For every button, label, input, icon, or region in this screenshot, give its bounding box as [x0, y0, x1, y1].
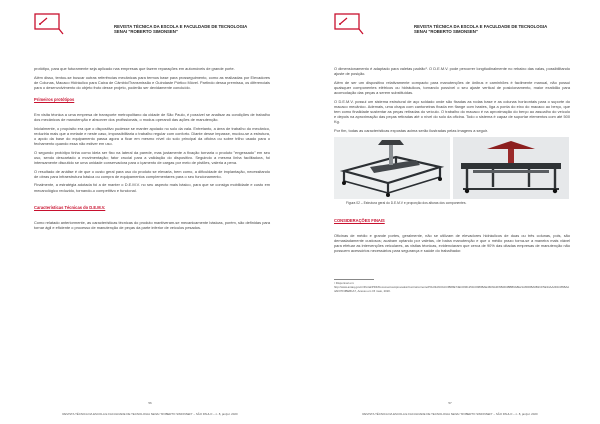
page-footer: REVISTA TÉCNICA DA ESCOLA E FACULDADE DE TECNOLOGIA SENAI "ROBERTO SIMONSEN" – SÃO PAULO – n. 8, jan/jul. 2020: [362, 412, 538, 416]
footnote-rule: [334, 279, 374, 280]
journal-header: [114, 24, 247, 34]
section-heading-consideracoes: CONSIDERAÇÕES FINAIS: [334, 217, 385, 223]
paragraph: Inicialmente, o propósito era que o dispositivo pudesse se manter apoiado no solo da vala. Entretanto, a área de trabalho do mecânico, reduziria mais que a metade e neste caso, impossibilitaria o trabalho regular com conforto. Diante desse impasse, mudou-se a estrutura, o apoio da base do equipamento passa agora a ficar em mesmo nível do solo principal da oficina ou sobre trilho usado para o fechamento quando essa não estiver em uso.: [34, 125, 270, 147]
paragraph: Além disso, tentou-se buscar outras referências mecânicas para termos base para prosseguimento, como as realizadas por Elevadores de Colunas, Macaco Hidráulico para Caixa de Câmbio/Transmissão e Guindaste Pórtico Móvel. Partindo dessa premissa, os diferenciais para o desenvolvimento do objeto fruto desse projeto, poderão ser devidamente concluído.: [34, 74, 270, 90]
right-page: [300, 0, 600, 424]
footnote-label: ¹ Disponível em:: [334, 281, 355, 286]
section-heading-primeiros-prototipos: Primeiros protótipos: [34, 96, 75, 102]
paragraph: Em visita técnica a uma empresa de transporte metropolitano da cidade de São Paulo, é possível se analisar as condições de trabalho dos mecânicos de manutenção e absorver dos profissionais, o modus operandi das ações de manutenção.: [34, 112, 270, 123]
paragraph: O dimensionamento é adaptado para valetas padrão¹. O D.E.M.V. pode percorrer longitudinalmente no rebaixo das valas, possibilitando ajuste de posição.: [334, 66, 570, 77]
page-footer: REVISTA TÉCNICA DA ESCOLA E FACULDADE DE TECNOLOGIA SENAI "ROBERTO SIMONSEN" – SÃO PAULO – n. 8, jan/jul. 2020: [62, 412, 238, 416]
right-page-content: [334, 66, 570, 293]
journal-header-line1: REVISTA TÉCNICA DA ESCOLA E FACULDADE DE TECNOLOGIA: [414, 24, 548, 29]
paragraph: Oficinas de médio e grande portes, geralmente, não se utilizam de elevadores hidráulicos de duas ou três colunas, pois, são demasiadamente custosos; acabam optando por valetas, de baixa manutenção e que o médio prazo torna-se a maneira mais viável para efetuar as intervenções veiculares, as visitas técnicas, evidenciaram que cerca de 90% das citadas empresas de manutenção não possuem acessórios necessários para segurança e saúde do trabalhador.: [334, 233, 570, 254]
senai-logo-icon: [334, 13, 364, 35]
figure-caption: Figura 02 – Estrutura geral do D.E.M.V e proporção dos alturas dos componentes.: [346, 200, 467, 205]
paragraph: Como relatado anteriormente, as características técnicas do produto mantiveram-se mecanicamente básicas, porém, são definidas para tornar ágil e eficiente o processo de manutenção de peças da parte inferior de veículos pesados.: [34, 219, 270, 230]
journal-header-line2: SENAI "ROBERTO SIMONSEN": [114, 29, 178, 35]
section-heading-caracteristicas: Características Técnicas do D.E.M.V.: [34, 204, 106, 210]
page-number: 57: [448, 401, 452, 405]
paragraph: protótipo, para que futuramente seja aplicado nas empresas que fazem reparações em automóveis de grande porte.: [34, 66, 235, 71]
paragraph: Além de ser um dispositivo relativamente compacto para manutenções de ônibus e caminhões é facilmente manual, não possui quaisquer componentes elétricos ou hidráulicos, tornando possível o seu ajuste vertical de posicionamento, maior exatidão para acomodação das peças a serem substituídas.: [334, 79, 570, 95]
page-number: 56: [148, 401, 152, 405]
left-page-content: [34, 66, 270, 234]
demv-figure: [334, 137, 570, 199]
journal-header: [414, 24, 547, 34]
senai-logo-icon: [34, 13, 64, 35]
demv-frame-render: [334, 137, 450, 199]
demv-side-render: [453, 137, 569, 199]
paragraph: O segundo protótipo tinha como ideia ser fixo na lateral da parede, mas justamente a fixação tornaria o produto "engessado" em seu uso, sendo descartado a movimentação; fator crucial para a validação do dispositivo. Seguindo a mesma linha facilitadora, foi intensamente discutido se uma unidade conservadora para o içamento de cargas por meio de pistões, valeria a pena.: [34, 149, 270, 165]
paragraph: Finalmente, a estratégia adotada foi a de manter o D.E.M.V. no seu aspecto mais básico, para que se consiga mobilidade e custo em mecanológico reduzido, tornando-o competitivo e funcional.: [34, 182, 270, 193]
paragraph: Por fim, todas as características expostas acima serão ilustradas pelas imagens a seguir.: [334, 127, 488, 133]
footnote-url[interactable]: http://www.antaq.gov.br/Portal/PDF/DocumentosAprovados/ContraCorrente/P0L03A6CFAC3B68E74EC0961254C0980BAE46D9A3F6B2D4BBB6A8E21A8DDBA6B2CF5E34AA2D4C86BAA4AF07F3BEB1A7, Acesso em 15 maio, 2020.: [334, 284, 570, 293]
paragraph: O resultado de análise é de que o custo geral para uso do produto se elevaria, bem como, a dificuldade de implantação, necessitando de obras para infraestrutura básica ou compra de equipamentos complementares para o seu funcionamento.: [34, 168, 270, 179]
paragraph: O D.E.M.V. possui um sistema estrutural de aço soldado onde são fixadas as rodas base e as colunas horizontais para o suporte do macaco mecânico. Ademais, uma chapa com cantoneiras fixada em flange com hastes, liga a ponta do eixo do macaco ao berço, que tem como finalidade sustentar as peças retiradas do veículo. O trabalho do macaco é na aproximação do berço ao assoalho do veículo e depois na aproximação das peças retiradas até o nível do solo da oficina. Todo o sistema é capaz de suportar elementos com até 500 Kg.: [334, 98, 570, 125]
journal-header-line2: SENAI "ROBERTO SIMONSEN": [414, 29, 478, 35]
journal-header-line1: REVISTA TÉCNICA DA ESCOLA E FACULDADE DE TECNOLOGIA: [114, 24, 248, 29]
